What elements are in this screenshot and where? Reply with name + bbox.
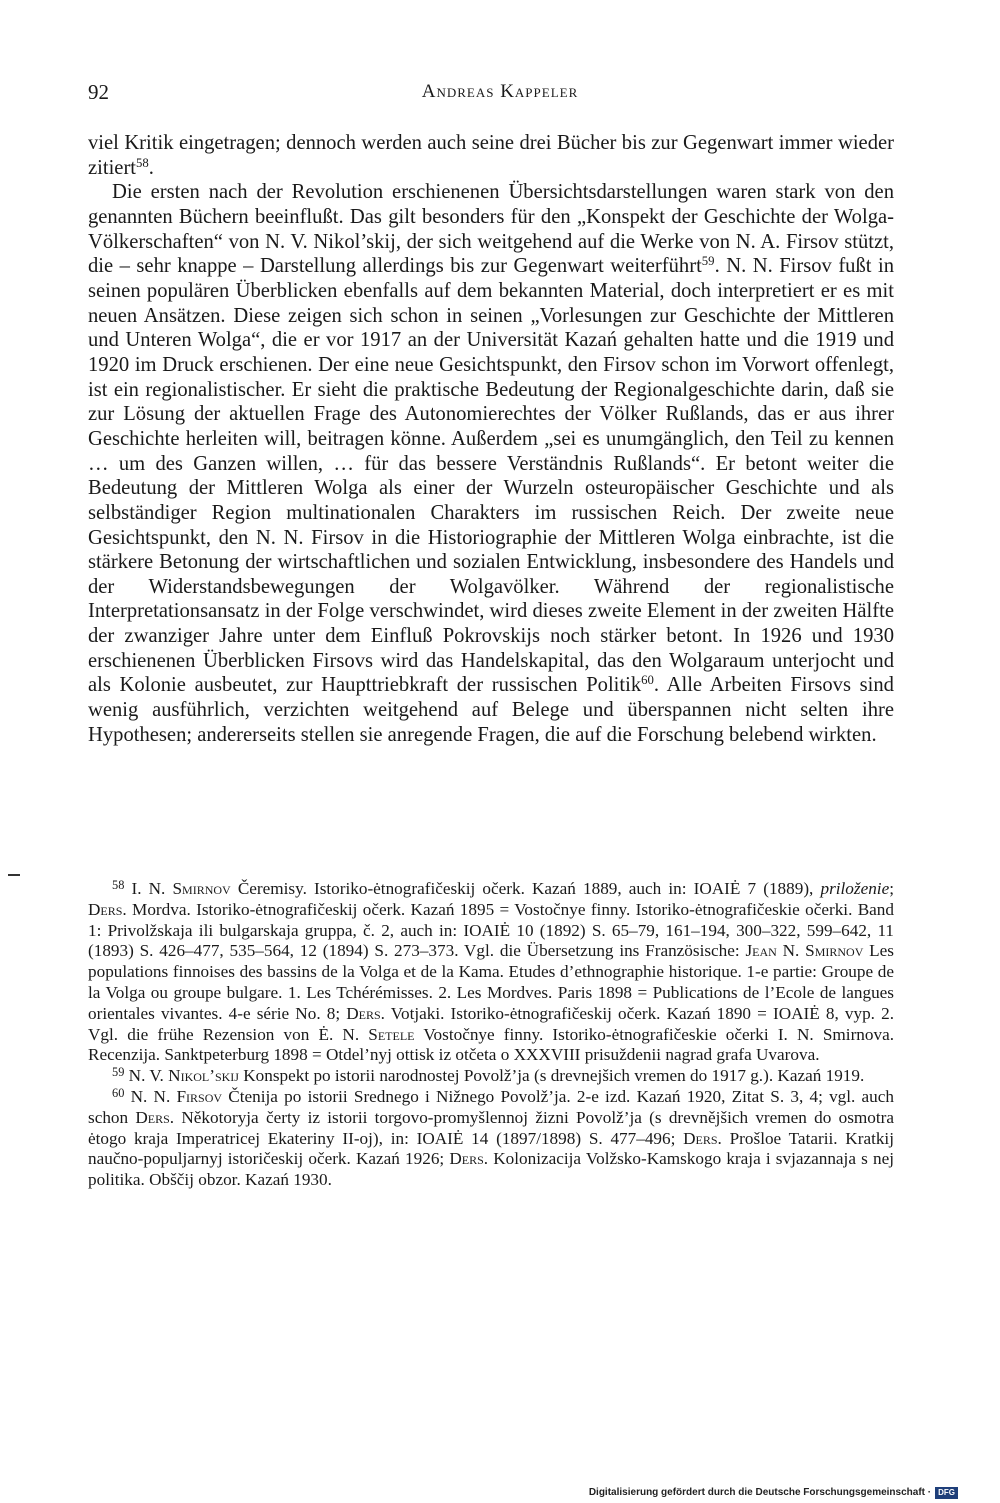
text-run: Les populations finnoises des bassins de la Volga et de la Kama. Etudes d’ethnographie historique. 1-e partie: Groupe de la Volga ou groupe bulgare. 1. Les Tchérémisses. 2. Les Mordves. Paris 1898 = Publications de l’Ecole de langues orientales vivantes. 4-e série No. 8; [88, 941, 894, 1023]
text-run: viel Kritik eingetragen; dennoch werden auch seine drei Bücher bis zur Gegenwart immer wieder zitiert [88, 132, 894, 179]
credit-text: Digitalisierung gefördert durch die Deutsche Forschungsgemeinschaft · [588, 1487, 932, 1498]
text-run: ; [889, 879, 894, 898]
page-number: 92 [88, 80, 109, 104]
running-head: Andreas Kappeler [421, 81, 579, 102]
footnote-number: 58 [112, 878, 125, 893]
text-run: Konspekt po istorii narodnostej Povolž’ja (s drevnejšich vremen do 1917 g.). Kazań 1919. [238, 1066, 865, 1086]
author-name: Ders. [88, 899, 127, 919]
dfg-logo-icon: DFG [935, 1487, 958, 1499]
footnote-number: 60 [112, 1086, 125, 1101]
digitization-credit [589, 1486, 958, 1500]
text-run: Vostočnye finny. Istoriko-ėtnografičeskie očerki I. N. Smirnova. Recenzija. Sanktpeterburg 1898 = Otdel’nyj ottisk iz otčeta o XXXVIII prisuždenii nagrad grafa Uvarova. [88, 1024, 894, 1065]
text-run: N. V. [124, 1066, 169, 1086]
text-run: Die ersten nach der Revolution erschienenen Übersichtsdarstellungen waren stark von den genannten Büchern beeinflußt. Das gilt besonders für den „Konspekt der Geschichte der Wolga-Völkerschaften“ von N. V. Nikol’skij, der sich weitgehend auf die Werke von N. A. Firsov stützt, die – sehr knappe – Darstellung allerdings bis zur Gegenwart weiterführt [88, 181, 894, 278]
footnote-ref-58: 58 [136, 155, 149, 170]
author-name: Setele [368, 1024, 415, 1044]
text-run: N. N. [124, 1086, 177, 1106]
author-name: Smirnov [172, 879, 231, 898]
text-run: Mordva. Istoriko-ėtnografičeskij očerk. Kazań 1895 = Vostočnye finny. Istoriko-ėtnografičeskie očerki. Band 1: Privolžskaja ili bulgarskaja gruppa, č. 2, auch in: IOAIĖ 10 (1892) S. 65–79, 161–194, 300–322, 599–642, 11 (1893) S. 426–477, 535–564, 12 (1894) S. 273–373. Vgl. die Übersetzung ins Französische: [88, 899, 894, 961]
text-run: Kolonizacija Volžsko-Kamskogo kraja i svjazannaja s nej politika. Obščij obzor. Kazań 1930. [88, 1149, 894, 1190]
author-name: Firsov [176, 1086, 223, 1106]
italic-term: priloženie [820, 879, 890, 898]
text-run: Prošloe Tatarii. Kratkij naučno-populjarnyj istoričeskij očerk. Kazań 1926; [88, 1128, 894, 1169]
paragraph [88, 180, 894, 747]
author-name: Ders. [449, 1149, 489, 1169]
text-run: Votjaki. Istoriko-ėtnografičeskij očerk. Kazań 1890 = IOAIĖ 8, vyp. 2. Vgl. die frühe Rezension von Ė. N. [88, 1003, 894, 1044]
footnote-ref-59: 59 [701, 254, 715, 269]
footnote-59 [88, 1066, 894, 1087]
text-run: . Alle Arbeiten Firsovs sind wenig ausführlich, verzichten weitgehend auf Belege und überspannen nicht selten ihre Hypothesen; andererseits stellen sie anregende Fragen, die auf die Forschung belebend wirkten. [88, 674, 894, 746]
footnote-58 [88, 879, 894, 1066]
text-run: . [148, 156, 154, 179]
margin-mark [8, 874, 20, 876]
author-name: Nikol’skij [168, 1066, 239, 1086]
text-run: Čeremisy. Istoriko-ėtnografičeskij očerk. Kazań 1889, auch in: IOAIĖ 7 (1889), [230, 879, 821, 898]
footnote-60 [88, 1087, 894, 1191]
text-run: Čtenija po istorii Srednego i Nižnego Povolž’ja. 2-e izd. Kazań 1920, Zitat S. 3, 4; vgl. auch schon [88, 1086, 894, 1127]
text-run: I. N. [124, 879, 173, 898]
text-run: . N. N. Firsov fußt in seinen populären Überblicken ebenfalls auf dem bekannten Material, doch interpretiert er es mit neuen Ansätzen. Diese zeigen sich schon in seinen „Vorlesungen zur Geschichte der Mittleren und Unteren Wolga“, die er vor 1917 an der Universität Kazań gehalten hatte und die 1919 und 1920 im Druck erschienen. Der eine neue Gesichtspunkt, den Firsov schon im Vorwort offenlegt, ist ein regionalistischer. Er sieht die praktische Bedeutung der Regionalgeschichte darin, daß sie zur Lösung der aktuellen Frage des Autonomierechtes der Völker Rußlands, das er aus ihrer Geschichte herleiten will, beitragen könne. Außerdem „sei es unumgänglich, den Teil zu kennen … um des Ganzen willen, … für das bessere Verständnis Rußlands“. Er betont weiter die Bedeutung der Mittleren Wolga als einer der Wurzeln osteuropäischer Geschichte und als selbständiger Region multinationalen Charakters im russischen Reich. Der zweite neue Gesichtspunkt, den N. N. Firsov in die Historiographie der Mittleren Wolga einbrachte, ist die stärkere Betonung der wirtschaftlichen und sozialen Entwicklung, insbesondere des Handels und der Widerstandsbewegungen der Wolgavölker. Während der regionalistische Interpretationsansatz in der Folge verschwindet, wird dieses zweite Element in der zweiten Hälfte der zwanziger Jahre unter dem Einfluß Pokrovskijs noch stärker betont. In 1926 und 1930 erschienenen Überblicken Firsovs wird das Handelskapital, das den Wolgaraum unterjocht und als Kolonie ausbeutet, zur Haupttriebkraft der russischen Politik [88, 255, 894, 697]
paragraph [88, 131, 894, 180]
author-name: Ders. [346, 1003, 385, 1023]
main-text [88, 131, 894, 747]
author-name: Ders. [683, 1128, 722, 1148]
footnote-ref-60: 60 [641, 673, 654, 688]
author-name: Ders. [135, 1107, 175, 1127]
text-run: Někotoryja čerty iz istorii torgovo-promyšlennoj žizni Povolž’ja (s drevnějšich vremen do osmotra ėtogo kraja Imperatricej Ekateriny II-oj), in: IOAIĖ 14 (1897/1898) S. 477–496; [88, 1107, 894, 1148]
footnote-number: 59 [112, 1065, 125, 1080]
author-name: Jean N. Smirnov [745, 941, 864, 961]
footnotes [88, 879, 894, 1191]
